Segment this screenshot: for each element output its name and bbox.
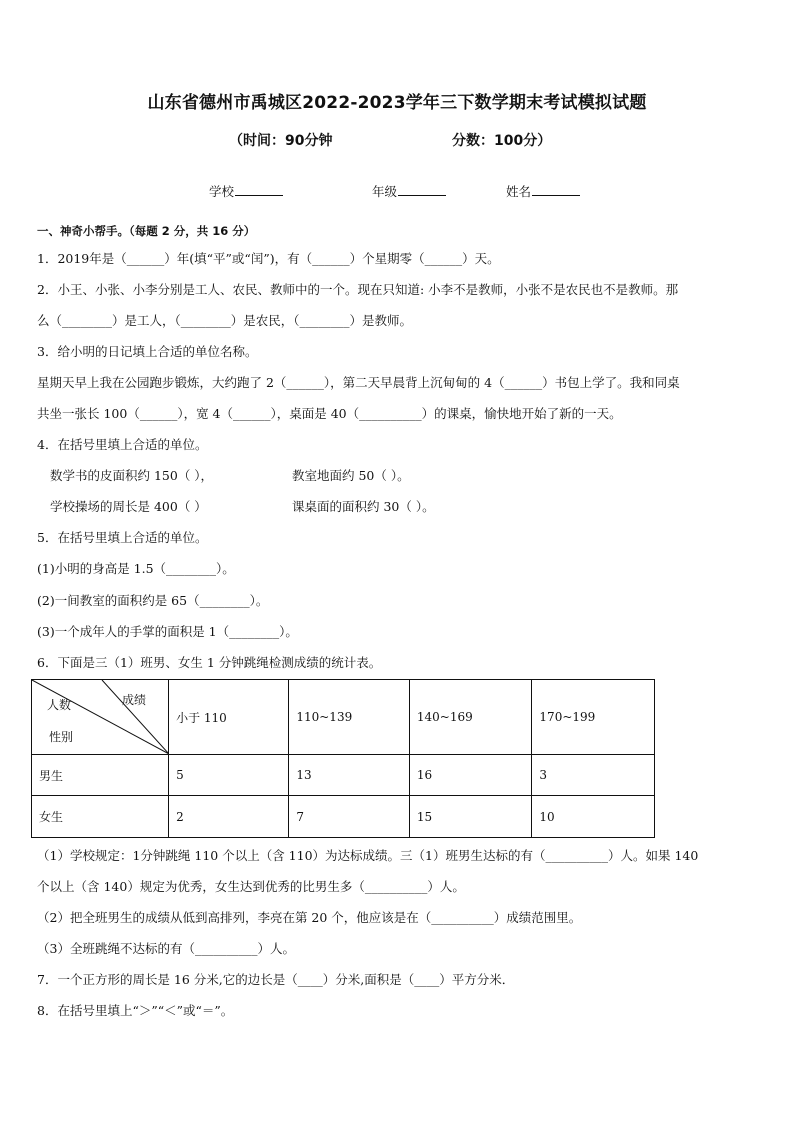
question-4-item2: 教室地面约 50（ ）。 [292, 468, 410, 483]
section-heading: 一、神奇小帮手。（每题 2 分，共 16 分） [37, 224, 256, 238]
grade-blank[interactable] [398, 183, 446, 196]
row-label: 女生 [32, 796, 169, 838]
name-field [506, 182, 580, 200]
question-5-item1: (1)小明的身高是 1.5（________）。 [37, 561, 235, 576]
table-header-row [32, 680, 655, 755]
question-6-part2: （2）把全班男生的成绩从低到高排列，李亮在第 20 个，他应该是在（__________）成绩范围里。 [37, 910, 582, 925]
jump-rope-table [31, 679, 655, 838]
question-3: 3．给小明的日记填上合适的单位名称。 [37, 344, 258, 359]
question-6-part1-line2: 个以上（含 140）规定为优秀，女生达到优秀的比男生多（__________）人。 [37, 879, 465, 894]
school-blank[interactable] [235, 183, 283, 196]
corner-label-score: 成绩 [122, 693, 147, 707]
grade-field [372, 182, 446, 200]
table-row [32, 755, 655, 796]
table-cell: 2 [169, 796, 289, 838]
column-header: 110~139 [289, 680, 410, 755]
question-6: 6．下面是三（1）班男、女生 1 分钟跳绳检测成绩的统计表。 [37, 655, 382, 670]
column-header: 140~169 [409, 680, 532, 755]
total-score: 分数：100分） [452, 133, 552, 149]
table-cell: 16 [409, 755, 532, 796]
table-cell: 5 [169, 755, 289, 796]
table-cell: 10 [532, 796, 655, 838]
column-header: 小于 110 [169, 680, 289, 755]
question-8: 8．在括号里填上“＞”“＜”或“＝”。 [37, 1003, 234, 1018]
question-5-item2: (2)一间教室的面积约是 65（________）。 [37, 593, 269, 608]
table-cell: 3 [532, 755, 655, 796]
question-4-item1: 数学书的皮面积约 150（ ）， [50, 468, 214, 483]
school-field [209, 182, 283, 200]
column-header: 170~199 [532, 680, 655, 755]
table-cell: 13 [289, 755, 410, 796]
question-2-line1: 2．小王、小张、小李分别是工人、农民、教师中的一个。现在只知道: 小李不是教师，小张不是农民也不是教师。那 [37, 282, 679, 297]
question-5: 5．在括号里填上合适的单位。 [37, 530, 208, 545]
question-4-item3: 学校操场的周长是 400（ ） [50, 499, 207, 514]
question-2-line2: 么（________）是工人，（________）是农民，（________）是教师。 [37, 313, 413, 328]
question-3-line1: 星期天早上我在公园跑步锻炼，大约跑了 2（______），第二天早晨背上沉甸甸的 4（______）书包上学了。我和同桌 [37, 375, 680, 390]
table-cell: 15 [409, 796, 532, 838]
corner-label-count: 人数 [47, 698, 72, 712]
table-row [32, 796, 655, 838]
question-5-item3: (3)一个成年人的手掌的面积是 1（________）。 [37, 624, 298, 639]
page-title: 山东省德州市禹城区2022-2023学年三下数学期末考试模拟试题 [147, 93, 647, 113]
question-3-line2: 共坐一张长 100（______），宽 4（______），桌面是 40（__________）的课桌，愉快地开始了新的一天。 [37, 406, 622, 421]
name-blank[interactable] [532, 183, 580, 196]
question-4: 4．在括号里填上合适的单位。 [37, 437, 208, 452]
row-label: 男生 [32, 755, 169, 796]
time-limit: （时间：90分钟 [229, 133, 333, 149]
question-6-part1-line1: （1）学校规定：1分钟跳绳 110 个以上（含 110）为达标成绩。三（1）班男生达标的有（__________）人。如果 140 [37, 848, 699, 863]
table-cell: 7 [289, 796, 410, 838]
corner-label-gender: 性别 [49, 730, 74, 744]
question-6-part3: （3）全班跳绳不达标的有（__________）人。 [37, 941, 295, 956]
question-4-item4: 课桌面的面积约 30（ ）。 [292, 499, 435, 514]
grade-label: 年级 [372, 184, 398, 199]
table-corner-cell [32, 680, 169, 755]
school-label: 学校 [209, 184, 235, 199]
question-7: 7．一个正方形的周长是 16 分米,它的边长是（____）分米,面积是（____）平方分米． [37, 972, 515, 987]
question-1: 1．2019年是（______）年(填“平”或“闰”)，有（______）个星期零（______）天。 [37, 251, 500, 266]
name-label: 姓名 [506, 184, 532, 199]
